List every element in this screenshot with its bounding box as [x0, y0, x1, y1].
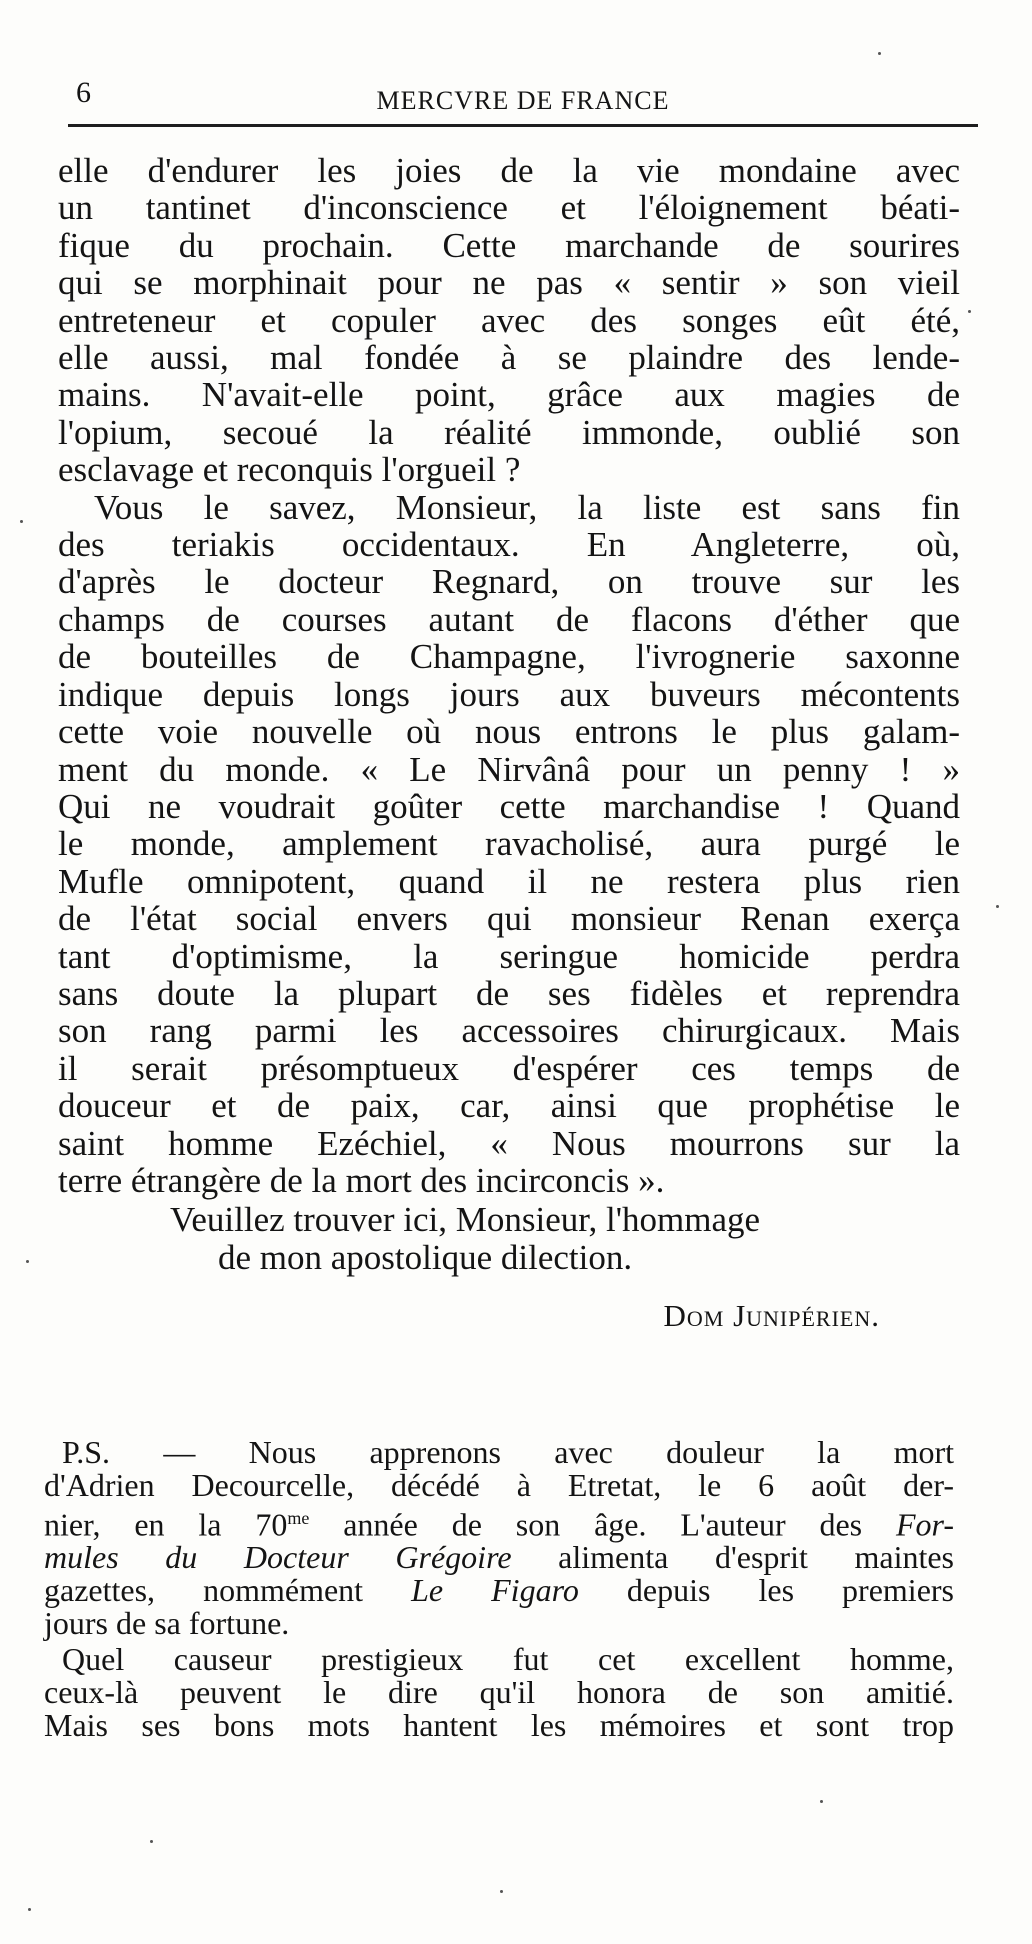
text-span: nier, en la 70	[44, 1506, 288, 1543]
letter-body	[58, 152, 960, 1334]
text-line: sans doute la plupart de ses fidèles et reprendra	[58, 973, 960, 1013]
closing-formula	[58, 1201, 960, 1276]
paper-speck	[820, 1800, 823, 1803]
text-line: mains. N'avait-elle point, grâce aux magies de	[58, 375, 960, 415]
text-line	[44, 1604, 954, 1641]
text-line	[44, 1466, 954, 1503]
text-line: elle aussi, mal fondée à se plaindre des lende-	[58, 338, 960, 378]
text-line: Quel causeur prestigieux fut cet excellent homme,	[62, 1641, 954, 1678]
text-line: douceur et de paix, car, ainsi que prophétise le	[58, 1086, 960, 1126]
paragraph-1	[58, 152, 960, 489]
closing-line: de mon apostolique dilection.	[218, 1237, 633, 1277]
text-line: il serait présomptueux d'espérer ces temps de	[58, 1048, 960, 1088]
text-line: ment du monde. « Le Nirvânâ pour un penny ! »	[58, 749, 960, 789]
paragraph-2	[58, 489, 960, 1200]
paper-speck	[20, 520, 23, 523]
header-rule	[68, 124, 978, 127]
text-line: entreteneur et copuler avec des songes eût été,	[58, 300, 960, 340]
paper-speck	[28, 1908, 31, 1911]
text-line: cette voie nouvelle où nous entrons le plus galam-	[58, 712, 960, 752]
paper-speck	[968, 310, 971, 313]
postscript	[44, 1436, 954, 1742]
text-line: l'opium, secoué la réalité immonde, oublié son	[58, 412, 960, 452]
page-number: 6	[76, 76, 91, 109]
text-line: qui se morphinait pour ne pas « sentir » son vieil	[58, 263, 960, 303]
postscript-paragraph-2	[44, 1641, 954, 1744]
text-line: Mufle omnipotent, quand il ne restera plus rien	[58, 861, 960, 901]
text-line: tant d'optimisme, la seringue homicide perdra	[58, 936, 960, 976]
paper-speck	[26, 1260, 29, 1263]
text-line: de l'état social envers qui monsieur Renan exerça	[58, 899, 960, 939]
paper-speck	[878, 52, 881, 55]
text-line	[44, 1541, 954, 1574]
text-span: gazettes, nommément	[44, 1571, 412, 1608]
text-line: indique depuis longs jours aux buveurs mécontents	[58, 674, 960, 714]
paper-speck	[500, 1890, 503, 1893]
paper-speck	[150, 1840, 153, 1843]
closing-line: Veuillez trouver ici, Monsieur, l'hommage	[170, 1200, 761, 1240]
text-line	[44, 1502, 954, 1541]
text-span: jours de sa fortune.	[44, 1604, 290, 1641]
text-line: d'après le docteur Regnard, on trouve sur les	[58, 562, 960, 602]
text-line: Mais ses bons mots hantent les mémoires et sont trop	[44, 1707, 954, 1744]
text-line	[44, 1571, 955, 1608]
signature: Dom Junipérien.	[663, 1298, 880, 1334]
text-line: fique du prochain. Cette marchande de sourires	[58, 225, 960, 265]
italic-title: mules du Docteur Grégoire	[44, 1539, 512, 1576]
text-line	[44, 1436, 954, 1469]
postscript-paragraph-1	[44, 1436, 954, 1639]
text-line: saint homme Ezéchiel, « Nous mourrons sur la	[58, 1123, 960, 1163]
text-line: de bouteilles de Champagne, l'ivrognerie saxonne	[58, 637, 960, 677]
text-span: année de son âge. L'auteur des	[309, 1506, 896, 1543]
text-span: P.S. — Nous apprenons avec douleur la mort	[62, 1434, 954, 1470]
page-header	[70, 76, 976, 126]
text-line: esclavage et reconquis l'orgueil ?	[58, 450, 521, 490]
text-line: son rang parmi les accessoires chirurgicaux. Mais	[58, 1011, 960, 1051]
text-line: le monde, amplement ravacholisé, aura purgé le	[58, 824, 960, 864]
text-line: un tantinet d'inconscience et l'éloignement béati-	[58, 188, 960, 228]
text-line: Vous le savez, Monsieur, la liste est sans fin	[94, 487, 960, 527]
text-span: depuis les premiers	[578, 1571, 955, 1608]
text-line: terre étrangère de la mort des incirconcis ».	[58, 1160, 665, 1200]
text-line: Qui ne voudrait goûter cette marchandise ! Quand	[58, 786, 960, 826]
text-line: elle d'endurer les joies de la vie mondaine avec	[58, 151, 960, 190]
text-span: alimenta d'esprit maintes	[511, 1539, 955, 1576]
text-line: champs de courses autant de flacons d'éther que	[58, 599, 960, 639]
text-line: des teriakis occidentaux. En Angleterre, où,	[58, 525, 960, 565]
text-line: ceux-là peuvent le dire qu'il honora de son amitié.	[44, 1674, 954, 1711]
paper-speck	[996, 905, 999, 908]
running-title: MERCVRE DE FRANCE	[376, 86, 670, 115]
text-span: d'Adrien Decourcelle, décédé à Etretat, le 6 août der-	[44, 1466, 954, 1503]
italic-title: For-	[896, 1506, 955, 1543]
italic-title: Le Figaro	[411, 1571, 579, 1608]
superscript: me	[287, 1507, 310, 1528]
